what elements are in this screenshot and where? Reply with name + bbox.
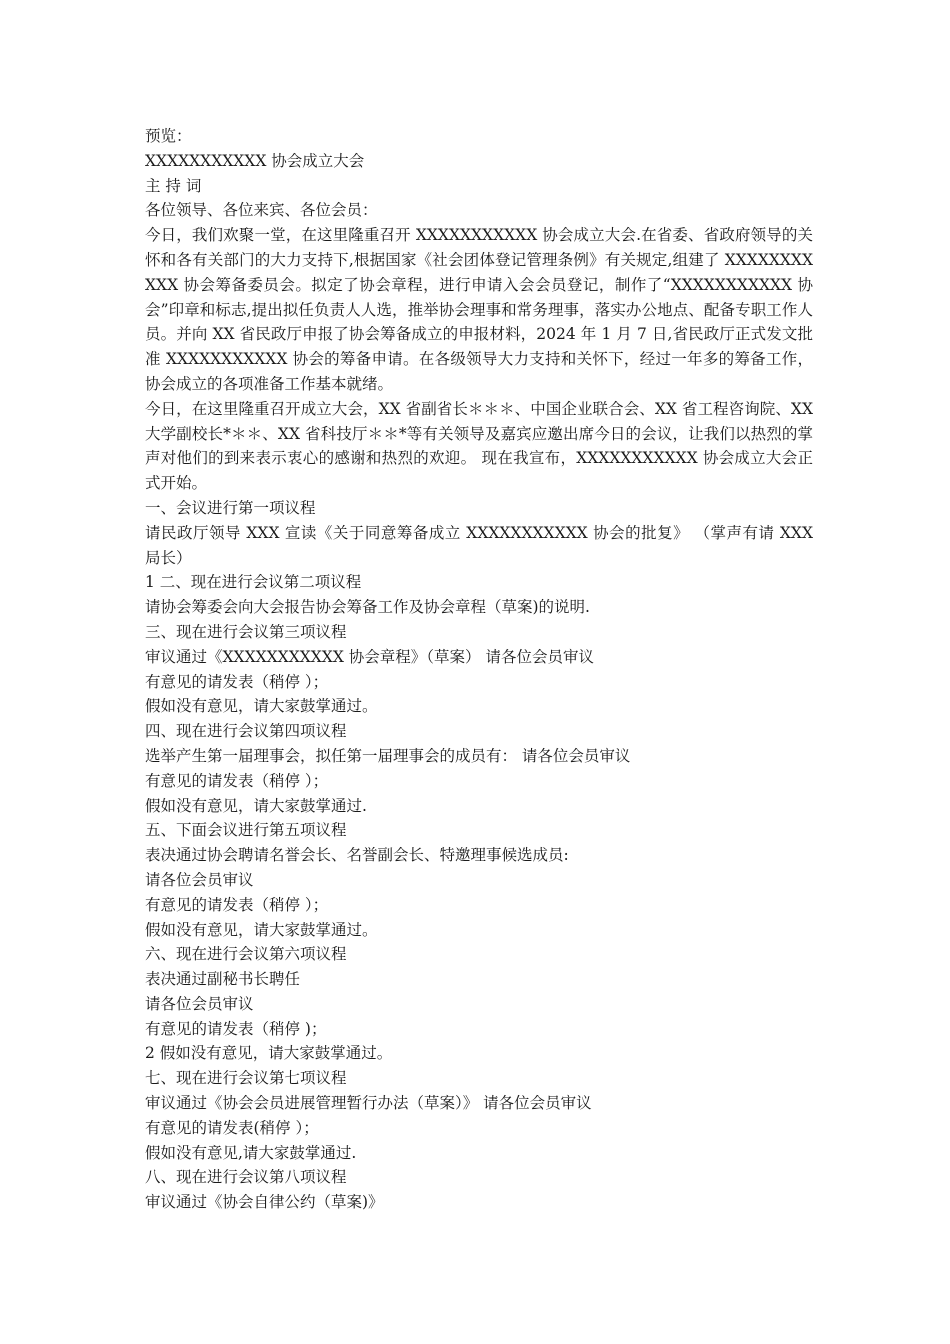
agenda-1-text: 请民政厅领导 XXX 宣读《关于同意筹备成立 XXXXXXXXXXX 协会的批复》 （掌声有请 XXX 局长） [145, 523, 813, 567]
agenda-2-heading: 1 二、现在进行会议第二项议程 [145, 573, 362, 592]
opening-paragraph: 今日，在这里隆重召开成立大会，XX 省副省长＊＊＊、中国企业联合会、XX 省工程咨询院、XX 大学副校长*＊＊、XX 省科技厅＊＊*等有关领导及嘉宾应邀出席今日的会议，让我们以热烈的掌声对他们的到来表示衷心的感谢和热烈的欢迎。 现在我宣布，XXXXXXXXXXX 协会成立大会正式开始。 [145, 399, 813, 493]
agenda-4-opinion: 有意见的请发表（稍停 ）； [145, 771, 329, 790]
agenda-7-opinion: 有意见的请发表(稍停 ）； [145, 1118, 319, 1137]
agenda-8-heading: 八、现在进行会议第八项议程 [145, 1168, 347, 1187]
agenda-3-pass: 假如没有意见，请大家鼓掌通过。 [145, 697, 378, 716]
agenda-7-pass: 假如没有意见,请大家鼓掌通过. [145, 1143, 357, 1162]
agenda-6-opinion: 有意见的请发表（稍停 )； [145, 1019, 327, 1038]
intro-paragraph: 今日，我们欢聚一堂，在这里隆重召开 XXXXXXXXXXX 协会成立大会.在省委、省政府领导的关怀和各有关部门的大力支持下,根据国家《社会团体登记管理条例》有关规定,组建了 XXXXXXXXXXX 协会筹备委员会。拟定了协会章程，进行申请入会会员登记，制作了“XXXXXXXXXXX 协会”印章和标志,提出拟任负责人人选，推举协会理事和常务理事，落实办公地点、配备专职工作人员。并向 XX 省民政厅申报了协会筹备成立的申报材料，2024 年 1 月 7 日,省民政厅正式发文批准 XXXXXXXXXXX 协会的筹备申请。在各级领导大力支持和关怀下，经过一年多的筹备工作，协会成立的各项准备工作基本就绪。 [145, 226, 813, 393]
agenda-4-text: 选举产生第一届理事会，拟任第一届理事会的成员有： 请各位会员审议 [145, 746, 631, 765]
agenda-6-review: 请各位会员审议 [145, 994, 254, 1013]
agenda-5-pass: 假如没有意见，请大家鼓掌通过。 [145, 920, 378, 939]
agenda-3-opinion: 有意见的请发表（稍停 ）； [145, 672, 329, 691]
agenda-5-opinion: 有意见的请发表（稍停 ）； [145, 895, 329, 914]
agenda-4-heading: 四、现在进行会议第四项议程 [145, 722, 347, 741]
agenda-6-text: 表决通过副秘书长聘任 [145, 970, 301, 989]
agenda-7-text: 审议通过《协会会员进展管理暂行办法（草案）》 请各位会员审议 [145, 1094, 592, 1113]
document-subtitle: 主 持 词 [145, 176, 202, 195]
agenda-2-text: 请协会筹委会向大会报告协会筹备工作及协会章程（草案)的说明. [145, 598, 590, 617]
agenda-1-heading: 一、会议进行第一项议程 [145, 498, 316, 517]
agenda-6-pass: 2 假如没有意见，请大家鼓掌通过。 [145, 1044, 393, 1063]
document-title: XXXXXXXXXXX 协会成立大会 [145, 151, 365, 170]
document-page [145, 124, 813, 1215]
agenda-5-review: 请各位会员审议 [145, 870, 254, 889]
agenda-3-heading: 三、现在进行会议第三项议程 [145, 622, 347, 641]
agenda-3-text: 审议通过《XXXXXXXXXXX 协会章程》（草案） 请各位会员审议 [145, 647, 594, 666]
preview-label: 预览： [145, 127, 192, 145]
agenda-4-pass: 假如没有意见，请大家鼓掌通过. [145, 796, 367, 815]
agenda-5-text: 表决通过协会聘请名誉会长、名誉副会长、特邀理事候选成员: [145, 846, 569, 865]
agenda-6-heading: 六、现在进行会议第六项议程 [145, 945, 347, 964]
agenda-7-heading: 七、现在进行会议第七项议程 [145, 1069, 347, 1088]
agenda-8-text: 审议通过《协会自律公约（草案)》 [145, 1193, 384, 1212]
agenda-5-heading: 五、下面会议进行第五项议程 [145, 821, 347, 840]
greeting: 各位领导、各位来宾、各位会员： [145, 201, 378, 220]
